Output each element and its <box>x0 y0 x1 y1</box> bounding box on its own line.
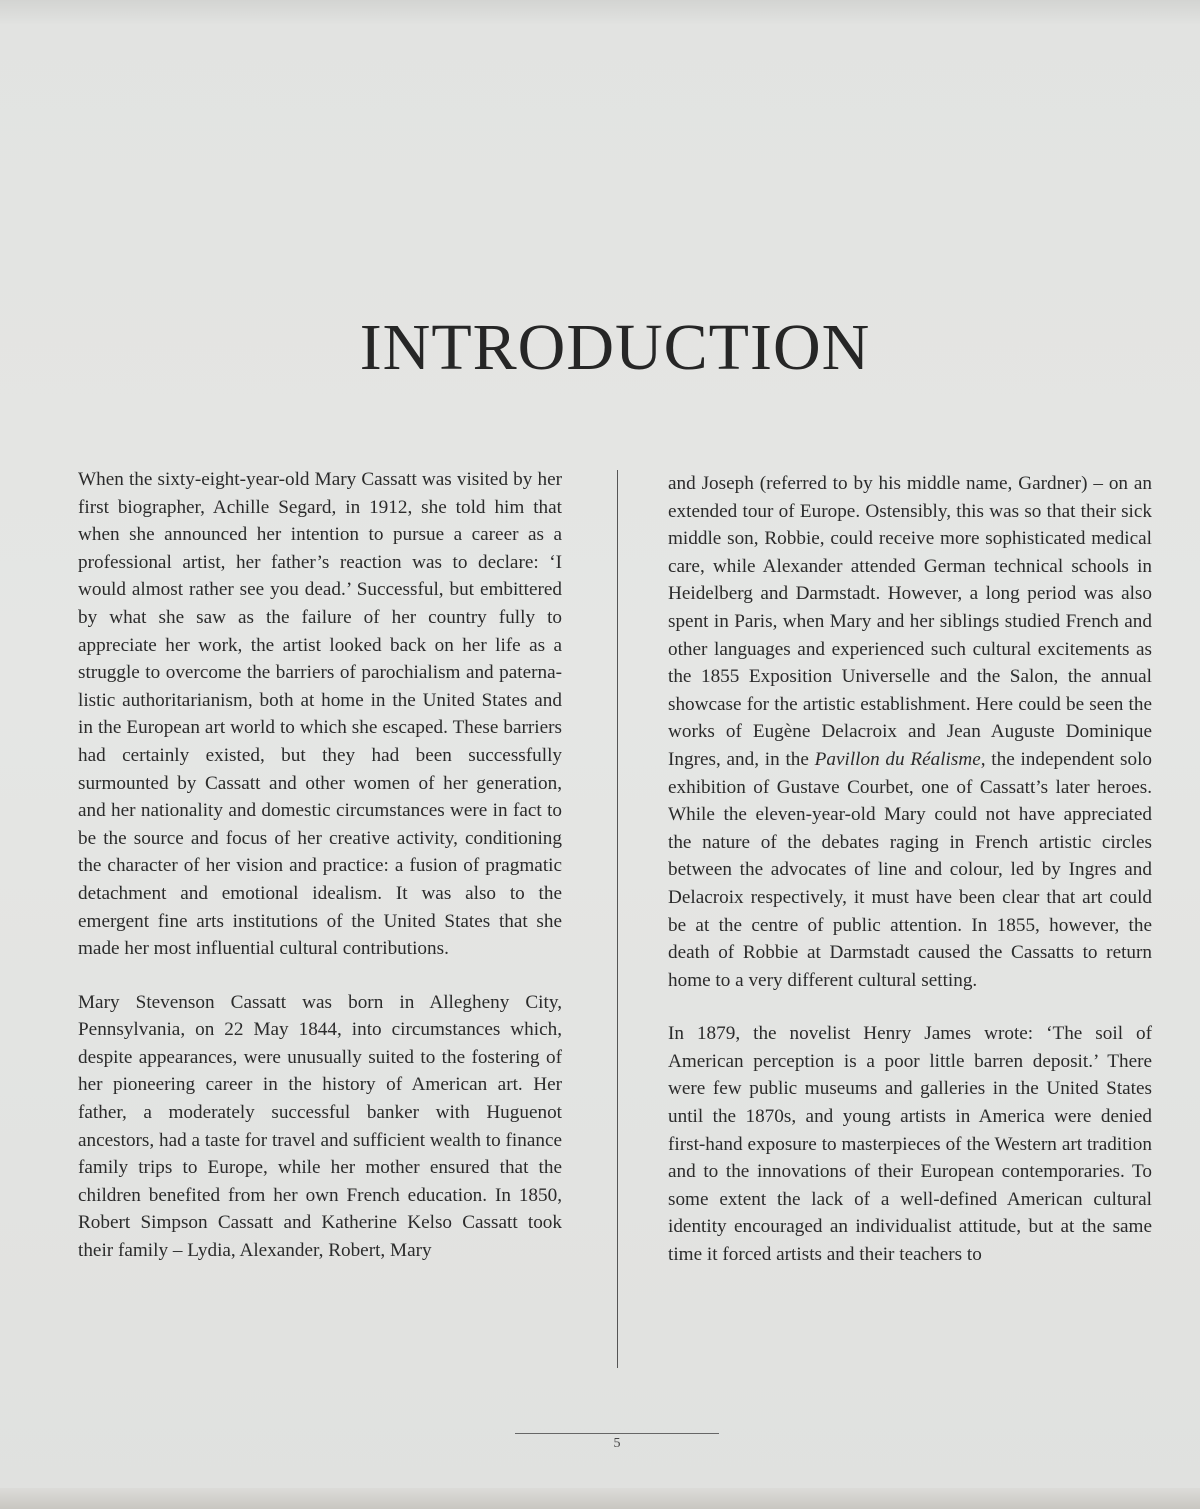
right-paragraph-1-italic: Pavillon du Réalisme <box>814 748 981 770</box>
page-title: INTRODUCTION <box>359 311 871 384</box>
left-column <box>78 466 562 1265</box>
page-number: 5 <box>613 1436 621 1451</box>
right-paragraph-2: In 1879, the novelist Henry James wrote: ‘The soil of American perception is a poor little barren deposit.’ There were few public museums and galleries in the United States until the 1870s, and young artists in America were denied first-hand exposure to masterpieces of the Western art tradition and to the innovations of their European contemporaries. To some extent the lack of a well-defined American cultural identity encouraged an individualist attitude, but at the same time it forced artists and their teachers to <box>668 1023 1152 1266</box>
column-divider <box>617 470 618 1368</box>
page-bottom-edge <box>0 1488 1200 1509</box>
footer-rule <box>515 1433 719 1434</box>
left-paragraph-2: Mary Stevenson Cassatt was born in Allegheny City, Pennsylvania, on 22 May 1844, into circumstances which, despite appearances, were unusually suited to the fostering of her pioneering career in the history of American art. Her father, a moderately successful banker with Huguenot ancestors, had a taste for travel and sufficient wealth to finance family trips to Europe, while her mother ensured that the children benefited from her own French education. In 1850, Robert Simpson Cassatt and Katherine Kelso Cassatt took their family – Lydia, Alexander, Robert, Mary <box>78 991 562 1262</box>
left-paragraph-1: When the sixty-eight-year-old Mary Cassatt was visited by her first biographer, Achille Segard, in 1912, she told him that when she announced her intention to pursue a career as a professional artist, her father’s reaction was to declare: ‘I would almost rather see you dead.’ Successful, but embittered by what she saw as the failure of her country fully to appreciate her work, the artist looked back on her life as a struggle to overcome the barriers of parochialism and paternalistic authoritarianism, both at home in the United States and in the European art world to which she escaped. These barriers had certainly existed, but they had been successfully surmounted by Cassatt and other women of her generation, and her nationality and domestic circumstances were in fact to be the source and focus of her creative activity, conditioning the character of her vision and practice: a fusion of pragmatic detachment and emotional idealism. It was also to the emergent fine arts institutions of the United States that she made her most influential cultural contributions. <box>78 469 562 960</box>
right-paragraph-1-text-b: , the independent solo exhibition of Gustave Courbet, one of Cassatt’s later heroes. While the eleven-year-old Mary could not have appreciated the nature of the debates raging in French artistic circles between the advocates of line and colour, led by Ingres and Delacroix respectively, it must have been clear that art could be at the centre of public attention. In 1855, however, the death of Robbie at Darmstadt caused the Cassatts to return home to a very different cultural setting. <box>668 748 1152 991</box>
right-paragraph-1 <box>668 470 1152 994</box>
page-top-edge <box>0 0 1200 24</box>
right-column <box>668 470 1152 1269</box>
right-paragraph-1-text-a: and Joseph (referred to by his middle name, Gardner) – on an extended tour of Europe. Ostensibly, this was so that their sick middle son, Robbie, could receive more sophisticated medical care, while Alexander attended German technical schools in Heidelberg and Darmstadt. However, a long period was also spent in Paris, when Mary and her siblings studied French and other languages and experienced such cultural excitements as the 1855 Exposition Universelle and the Salon, the annual showcase for the artistic establishment. Here could be seen the works of Eugène Delacroix and Jean Auguste Dominique Ingres, and, in the <box>668 473 1152 770</box>
